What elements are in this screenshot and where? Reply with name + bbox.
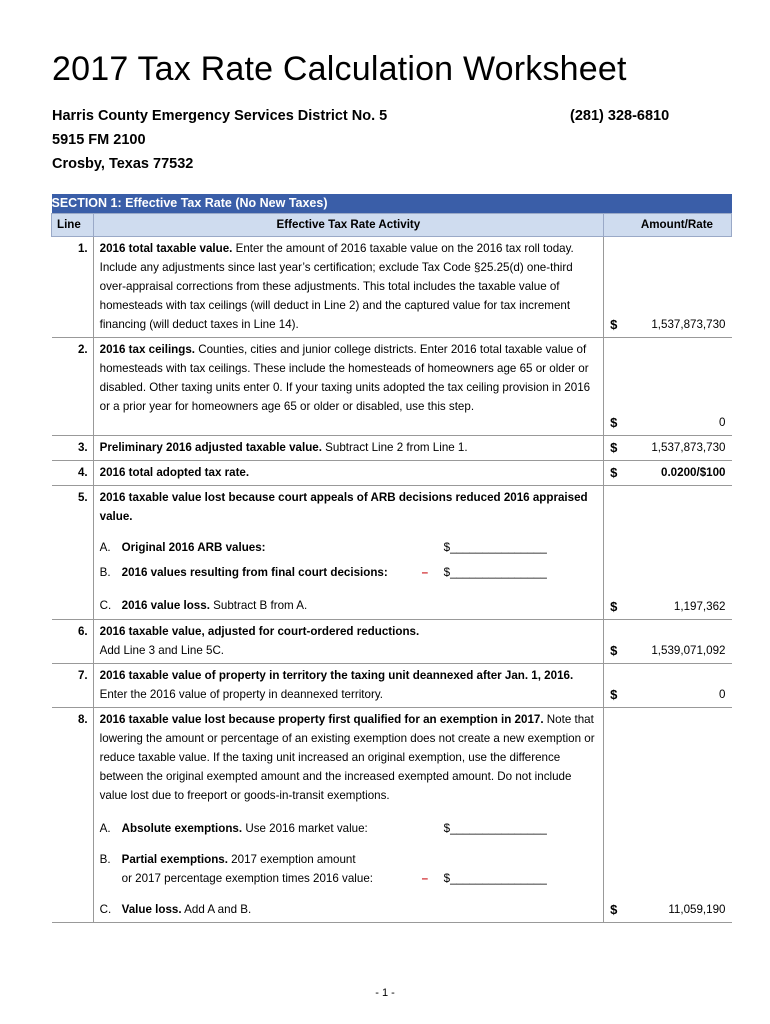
dollar-sign: $: [610, 902, 618, 917]
subline-letter: C.: [99, 599, 112, 612]
subline-b: [100, 850, 598, 888]
line-amount: 0: [719, 688, 726, 701]
table-row: [52, 620, 732, 664]
minus-sign: –: [421, 566, 429, 579]
subline-heading: Partial exemptions.: [121, 853, 228, 866]
subline-text: Use 2016 market value:: [242, 822, 368, 835]
line-activity: [93, 461, 604, 486]
line-activity: [93, 338, 604, 436]
line-amount: 0.0200/$100: [661, 466, 726, 479]
minus-sign: –: [421, 872, 429, 885]
line-description: Enter the 2016 value of property in deannexed territory.: [99, 688, 383, 701]
dollar-sign: $: [610, 687, 618, 702]
line-number: 5.: [52, 486, 94, 620]
subline-letter: B.: [99, 566, 111, 579]
line-amount-cell: [604, 436, 732, 461]
line-amount: 0: [719, 416, 726, 429]
line-amount: 1,197,362: [673, 600, 726, 613]
line-activity: [93, 620, 604, 664]
line-heading: 2016 taxable value lost because property first qualified for an exemption in 2017.: [99, 713, 544, 726]
table-row: [52, 338, 732, 436]
subline-label: 2016 values resulting from final court decisions:: [121, 566, 388, 579]
table-row: [52, 708, 732, 923]
section-title: SECTION 1: Effective Tax Rate (No New Taxes): [52, 194, 732, 214]
worksheet-table: [51, 194, 732, 923]
line-description: Enter the amount of 2016 taxable value on the 2016 tax roll today. Include any adjustments since last year’s certification; exclude Tax Code §25.25(d) one-third over-appraisal corrections from these adjustments. This total includes the taxable value of homesteads with tax ceilings (will deduct in Line 2) and the captured value for tax increment financing (will deduct taxes in Line 14).: [99, 242, 574, 331]
subline-heading: Value loss.: [121, 903, 182, 916]
line-amount-cell: [604, 620, 732, 664]
column-header-amount: Amount/Rate: [604, 214, 732, 237]
blank-amount-field: $_______________: [443, 872, 547, 885]
table-row: [52, 664, 732, 708]
table-row: [52, 436, 732, 461]
dollar-sign: $: [610, 643, 618, 658]
column-header-line: Line: [52, 214, 94, 237]
line-amount-cell: [604, 664, 732, 708]
line-amount-cell: [604, 486, 732, 620]
line-activity: [93, 708, 604, 923]
line-activity: [93, 436, 604, 461]
blank-amount-field: $_______________: [443, 566, 547, 579]
subline-text: Subtract B from A.: [209, 599, 308, 612]
column-header-activity: Effective Tax Rate Activity: [93, 214, 604, 237]
line-number: 3.: [52, 436, 94, 461]
line-description: Add Line 3 and Line 5C.: [99, 644, 225, 657]
page-number: - 1 -: [375, 987, 395, 999]
line-amount: 11,059,190: [668, 903, 726, 916]
org-address-line1: 5915 FM 2100: [52, 132, 146, 148]
line-activity: [93, 486, 604, 620]
line-amount: 1,539,071,092: [651, 644, 726, 657]
org-name: Harris County Emergency Services District No. 5: [52, 108, 388, 124]
org-address-line2: Crosby, Texas 77532: [52, 156, 194, 172]
subline-text: Add A and B.: [181, 903, 252, 916]
line-number: 1.: [52, 237, 94, 338]
subline-letter: B.: [99, 853, 111, 866]
subline-letter: C.: [99, 903, 112, 916]
line-amount-cell: [604, 708, 732, 923]
dollar-sign: $: [610, 465, 618, 480]
line-number: 2.: [52, 338, 94, 436]
line-heading: 2016 total adopted tax rate.: [99, 466, 250, 479]
line-heading: 2016 tax ceilings.: [99, 343, 196, 356]
line-heading: 2016 total taxable value.: [99, 242, 233, 255]
line-amount-cell: [604, 338, 732, 436]
table-row: [52, 237, 732, 338]
subline-text: 2017 exemption amount: [227, 853, 356, 866]
dollar-sign: $: [610, 317, 618, 332]
subline-letter: A.: [99, 822, 111, 835]
line-description: Note that lowering the amount or percentage of an existing exemption does not create a new exemption or reduce taxable value. If the taxing unit increased an original exemption, use the difference between the original exempted amount and the increased exempted amount. Do not include value lost due to freeport or goods-in-transit exemptions.: [99, 713, 595, 802]
dollar-sign: $: [610, 599, 618, 614]
line-number: 8.: [52, 708, 94, 923]
line-number: 7.: [52, 664, 94, 708]
subline-b: [100, 563, 598, 582]
line-activity: [93, 664, 604, 708]
subline-heading: Absolute exemptions.: [121, 822, 243, 835]
section-header: [52, 194, 732, 214]
blank-amount-field: $_______________: [443, 822, 547, 835]
subline-text: or 2017 percentage exemption times 2016 value:: [121, 872, 373, 885]
subline-label: Original 2016 ARB values:: [121, 541, 266, 554]
dollar-sign: $: [610, 415, 618, 430]
line-activity: [93, 237, 604, 338]
line-description: Counties, cities and junior college districts. Enter 2016 total taxable value of homesteads with tax ceilings. These include the homesteads of homeowners age 65 or older or disabled. Other taxing units enter 0. If your taxing units adopted the tax ceiling provision in 2016 or a prior year for homeowners age 65 or older or disabled, use this step.: [99, 343, 591, 413]
table-row: [52, 486, 732, 620]
page-title: 2017 Tax Rate Calculation Worksheet: [52, 50, 627, 88]
line-heading: 2016 taxable value, adjusted for court-ordered reductions.: [99, 625, 420, 638]
line-heading: 2016 taxable value lost because court appeals of ARB decisions reduced 2016 appraised value.: [99, 491, 588, 523]
line-amount-cell: [604, 237, 732, 338]
table-row: [52, 461, 732, 486]
blank-amount-field: $_______________: [443, 541, 547, 554]
org-phone: (281) 328-6810: [570, 108, 670, 124]
line-amount-cell: [604, 461, 732, 486]
line-number: 4.: [52, 461, 94, 486]
line-amount: 1,537,873,730: [651, 318, 726, 331]
column-header-row: [52, 214, 732, 237]
subline-c: [100, 596, 598, 615]
subline-heading: 2016 value loss.: [121, 599, 210, 612]
subline-a: [100, 538, 598, 557]
dollar-sign: $: [610, 440, 618, 455]
line-heading: 2016 taxable value of property in territory the taxing unit deannexed after Jan. 1, 2016.: [99, 669, 574, 682]
line-heading: Preliminary 2016 adjusted taxable value.: [99, 441, 322, 454]
subline-letter: A.: [99, 541, 111, 554]
subline-c: [100, 900, 598, 919]
line-number: 6.: [52, 620, 94, 664]
line-amount: 1,537,873,730: [651, 441, 726, 454]
subline-a: [100, 819, 598, 838]
line-description: Subtract Line 2 from Line 1.: [321, 441, 468, 454]
